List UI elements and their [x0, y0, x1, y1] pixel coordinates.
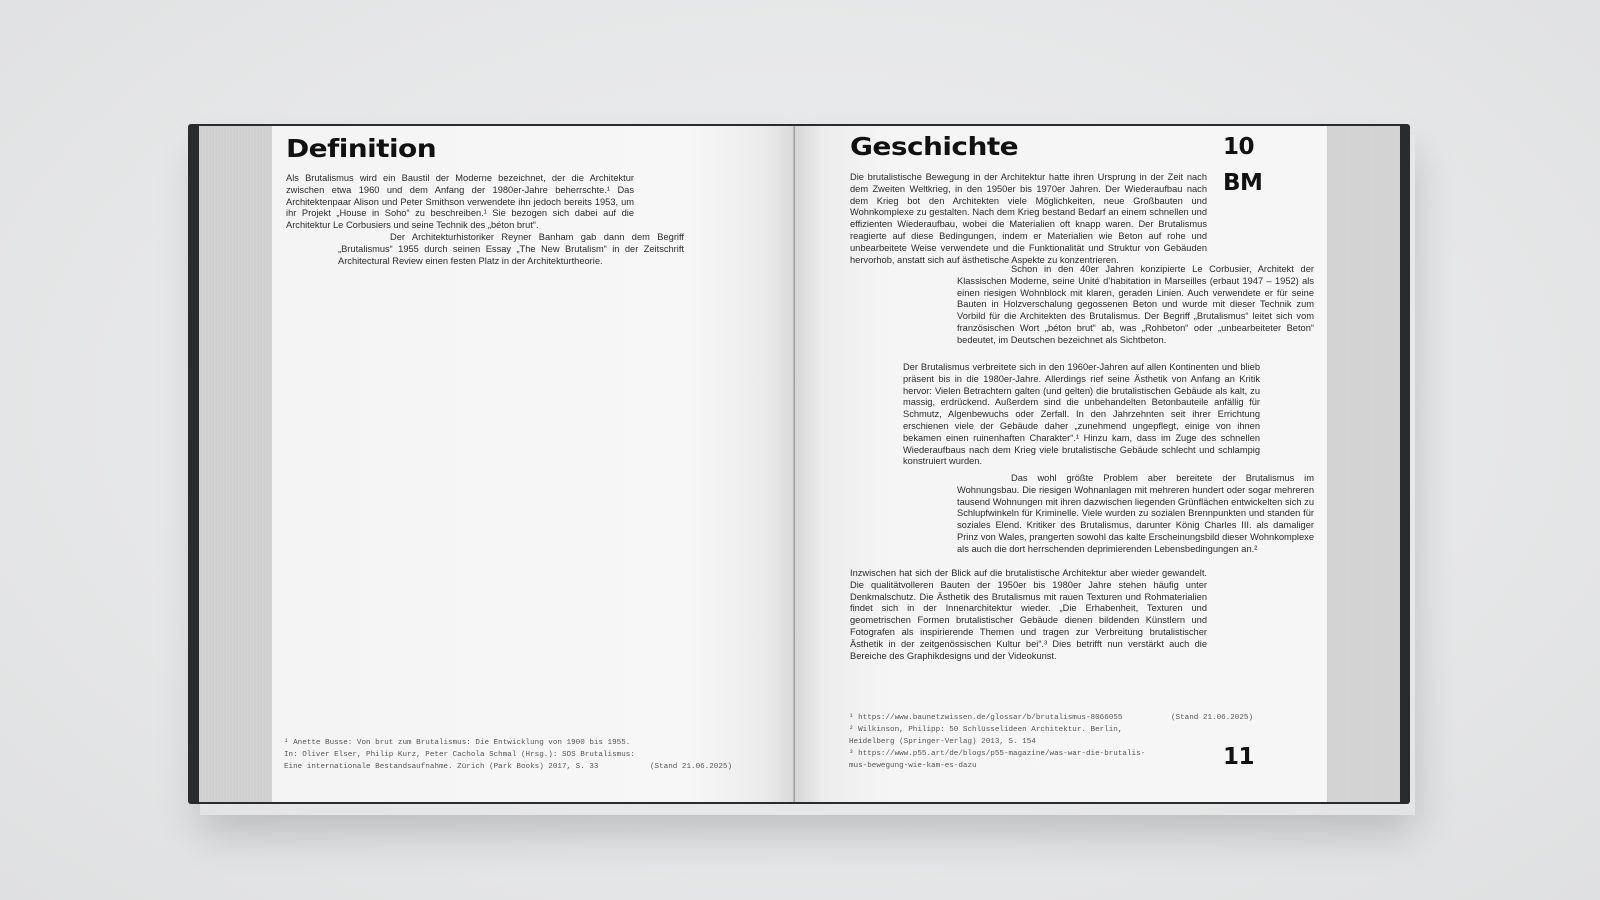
left-page-heading: Definition — [286, 134, 437, 163]
chapter-code: BM — [1223, 170, 1263, 196]
right-page — [795, 126, 1327, 802]
right-paragraph-1: Die brutalistische Bewegung in der Architektur hatte ihren Ursprung in der Zeit nach dem Zweiten Weltkrieg, in den 1950er bis 1970er Jahren. Der Wiederaufbau nach dem Krieg bot den Architekten viele Möglichkeiten, neue Großbauten und Wohnkomplexe zu gestalten. Nach dem Krieg bestand Bedarf an einem schnellen und effizienten Wiederaufbau, wobei die Materialien oft knapp waren. Der Brutalismus reagierte auf diese Bedingungen, indem er Materialien wie Beton auf rohe und unbearbeitete Weise verwendete und die Funktionalität und Struktur von Gebäuden hervorhob, anstatt sich auf ästhetische Aspekte zu konzentrieren. — [850, 172, 1207, 265]
page-block-left — [199, 126, 274, 802]
footnote-1-url: ¹ https://www.baunetzwissen.de/glossar/b/brutalismus-8066055 — [849, 714, 1123, 722]
page-block-right — [1327, 126, 1400, 802]
right-paragraph-4: Das wohl größte Problem aber bereitete der Brutalismus im Wohnungsbau. Die riesigen Wohnanlagen mit mehreren hundert oder sogar mehreren tausend Wohnungen mit ihren dazwischen liegenden Grünflächen entwickelten sich zu Schlupfwinkeln für Kriminelle. Viele wurden zu sozialen Brennpunkten und standen für soziales Elend. Kritiker des Brutalismus, darunter König Charles III. als damaliger Prinz von Wales, prangerten sowohl das kalte Erscheinungsbild dieser Wohnkomplexe als auch die dort herrschenden deprimierenden Lebensbedingungen an.² — [957, 473, 1314, 554]
right-paragraph-5: Inzwischen hat sich der Blick auf die brutalistische Architektur aber wieder gewandelt. Die qualitätvolleren Bauten der 1950er bis 1980er Jahre stehen häufig unter Denkmalschutz. Die Ästhetik des Brutalismus mit rauen Texturen und Rohmaterialien findet sich in der Innenarchitektur wieder. „Die Erhabenheit, Texturen und geometrischen Formen brutalistischer Gebäude dienen bildenden Künstlern und Fotografen als inspirierende Themen und tragen zur Verbreitung brutalistischer Ästhetik in der zeitgenössischen Kultur bei“.³ Dies betrifft nun verstärkt auch die Bereiche des Graphikdesigns und der Videokunst. — [850, 568, 1207, 661]
left-paragraph-1: Als Brutalismus wird ein Baustil der Moderne bezeichnet, der die Architektur zwischen etwa 1960 und dem Anfang der 1980er-Jahre beherrschte.¹ Das Architektenpaar Alison und Peter Smithson verwendete ihn jedoch bereits 1953, um ihr Projekt „House in Soho“ zu beschreiben.¹ Sie bezogen sich dabei auf die Architektur Le Corbusiers und seine Technik des „béton brut“. — [286, 173, 634, 231]
footnote-3-line-2: mus-bewegung-wie-kam-es-dazu — [849, 762, 977, 770]
right-page-heading: Geschichte — [850, 132, 1019, 161]
footnote-1-date-right: (Stand 21.06.2025) — [1171, 714, 1254, 722]
footnote-2-line-2: Heidelberg (Springer-Verlag) 2013, S. 154 — [849, 738, 1036, 746]
footnote-1-line-1: ¹ Anette Busse: Von brut zum Brutalismus: Die Entwicklung von 1900 bis 1955. — [284, 739, 631, 747]
left-page — [272, 126, 795, 802]
right-paragraph-2: Schon in den 40er Jahren konzipierte Le Corbusier, Architekt der Klassischen Moderne, seine Unité d’habitation in Marseilles (erbaut 1947 – 1952) als einen riesigen Wohnblock mit klaren, geraden Linien. Auch verwendete er für seine Bauten in Holzverschalung gegossenen Beton und wurde mit dieser Technik zum Vorbild für die Architekten des Brutalismus. Der Begriff „Brutalismus“ leitet sich vom französischen Wort „béton brut“ ab, was „Rohbeton“ oder „unbearbeiteter Beton“ bedeutet, im Deutschen bezeichnet als Sichtbeton. — [957, 264, 1314, 345]
page-number-top: 10 — [1223, 134, 1255, 160]
footnote-2-line-1: ² Wilkinson, Philipp: 50 Schlüsselideen Architektur. Berlin, — [849, 726, 1123, 734]
right-paragraph-3: Der Brutalismus verbreitete sich in den 1960er-Jahren auf allen Kontinenten und blieb präsent bis in die 1980er-Jahre. Allerdings rief seine Ästhetik von Anfang an Kritik hervor: Vielen Betrachtern galten (und gelten) die brutalistischen Gebäude als kalt, zu massig, erdrückend. Außerdem sind die unbehandelten Betonbauteile anfällig für Schmutz, Algenbewuchs oder Zerfall. In den Jahrzehnten seit ihrer Errichtung erschienen viele der Gebäude daher „zunehmend ungepflegt, einige von ihnen bekamen einen ruinenhaften Charakter“.¹ Hinzu kam, dass im Zuge des schnellen Wiederaufbaus nach dem Krieg viele brutalistische Gebäude schlecht und schlampig konstruiert wurden. — [903, 362, 1260, 467]
left-paragraph-2: Der Architekturhistoriker Reyner Banham gab dann dem Begriff „Brutalismus“ 1955 durch seinen Essay „The New Brutalism“ in der Zeitschrift Architectural Review einen festen Platz in der Architekturtheorie. — [338, 232, 684, 266]
footnote-1-line-3: Eine internationale Bestandsaufnahme. Zürich (Park Books) 2017, S. 33 — [284, 763, 599, 771]
footnote-1-date: (Stand 21.06.2025) — [650, 763, 733, 771]
page-number-bottom: 11 — [1223, 744, 1255, 770]
footnote-3-line-1: ³ https://www.p55.art/de/blogs/p55-magazine/was-war-die-brutalis- — [849, 750, 1146, 758]
footnote-1-line-2: In: Oliver Elser, Philip Kurz, Peter Cachola Schmal (Hrsg.): SOS Brutalismus: — [284, 751, 635, 759]
